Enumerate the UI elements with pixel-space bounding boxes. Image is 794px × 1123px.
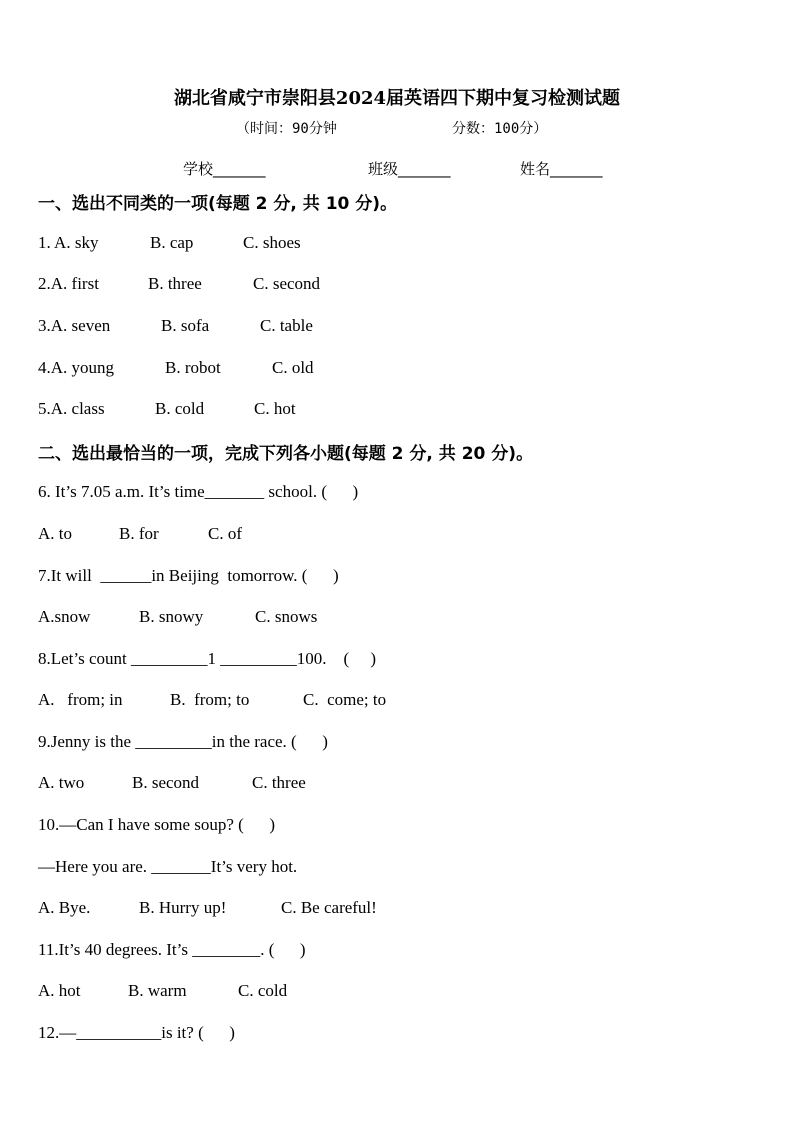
- q4-option-a: 4.A. young: [38, 358, 115, 377]
- q9-option-a: A. two: [38, 773, 85, 792]
- exam-score: 分数：100分）: [452, 121, 548, 137]
- school-field: 学校_______: [183, 160, 266, 178]
- q7-option-b: B. snowy: [139, 607, 204, 626]
- q3-option-b: B. sofa: [161, 316, 210, 335]
- q5-option-a: 5.A. class: [38, 399, 105, 418]
- q10-stem: 10.—Can I have some soup? ( ): [38, 815, 276, 834]
- name-field: 姓名_______: [520, 160, 603, 178]
- q8-stem: 8.Let’s count _________1 _________100. ( ): [38, 649, 377, 668]
- q10-option-c: C. Be careful!: [281, 898, 377, 917]
- q9-option-b: B. second: [132, 773, 200, 792]
- q7-option-a: A.snow: [38, 607, 91, 626]
- q8-option-b: B. from; to: [170, 690, 250, 709]
- q4-option-c: C. old: [272, 358, 314, 377]
- q1-option-a: 1. A. sky: [38, 233, 99, 252]
- q10-option-a: A. Bye.: [38, 898, 91, 917]
- q8-option-c: C. come; to: [303, 690, 387, 709]
- q7-option-c: C. snows: [255, 607, 318, 626]
- q7-stem: 7.It will ______in Beijing tomorrow. ( ): [38, 566, 339, 585]
- q2-option-c: C. second: [253, 274, 321, 293]
- q11-option-c: C. cold: [238, 981, 288, 1000]
- q3-option-a: 3.A. seven: [38, 316, 111, 335]
- q8-option-a: A. from; in: [38, 690, 123, 709]
- q11-stem: 11.It’s 40 degrees. It’s ________. ( ): [38, 940, 306, 959]
- class-field: 班级_______: [368, 160, 451, 178]
- q10-response: —Here you are. _______It’s very hot.: [38, 857, 298, 876]
- q1-option-c: C. shoes: [243, 233, 301, 252]
- q11-option-a: A. hot: [38, 981, 81, 1000]
- q4-option-b: B. robot: [165, 358, 221, 377]
- section-1-heading: 一、选出不同类的一项(每题 2 分, 共 10 分)。: [38, 194, 398, 214]
- q1-option-b: B. cap: [150, 233, 194, 252]
- q10-option-b: B. Hurry up!: [139, 898, 227, 917]
- q12-stem: 12.—__________is it? ( ): [38, 1023, 235, 1042]
- q9-option-c: C. three: [252, 773, 306, 792]
- exam-time: （时间：90分钟: [236, 121, 337, 137]
- q6-option-b: B. for: [119, 524, 159, 543]
- q6-stem: 6. It’s 7.05 a.m. It’s time_______ school. ( ): [38, 482, 359, 501]
- q2-option-a: 2.A. first: [38, 274, 99, 293]
- q11-option-b: B. warm: [128, 981, 187, 1000]
- section-2-heading: 二、选出最恰当的一项，完成下列各小题(每题 2 分, 共 20 分)。: [38, 444, 534, 464]
- q5-option-c: C. hot: [254, 399, 296, 418]
- q6-option-c: C. of: [208, 524, 242, 543]
- q2-option-b: B. three: [148, 274, 202, 293]
- q5-option-b: B. cold: [155, 399, 205, 418]
- page-title: 湖北省咸宁市崇阳县2024届英语四下期中复习检测试题: [173, 88, 621, 109]
- q3-option-c: C. table: [260, 316, 313, 335]
- q6-option-a: A. to: [38, 524, 72, 543]
- q9-stem: 9.Jenny is the _________in the race. ( ): [38, 732, 328, 751]
